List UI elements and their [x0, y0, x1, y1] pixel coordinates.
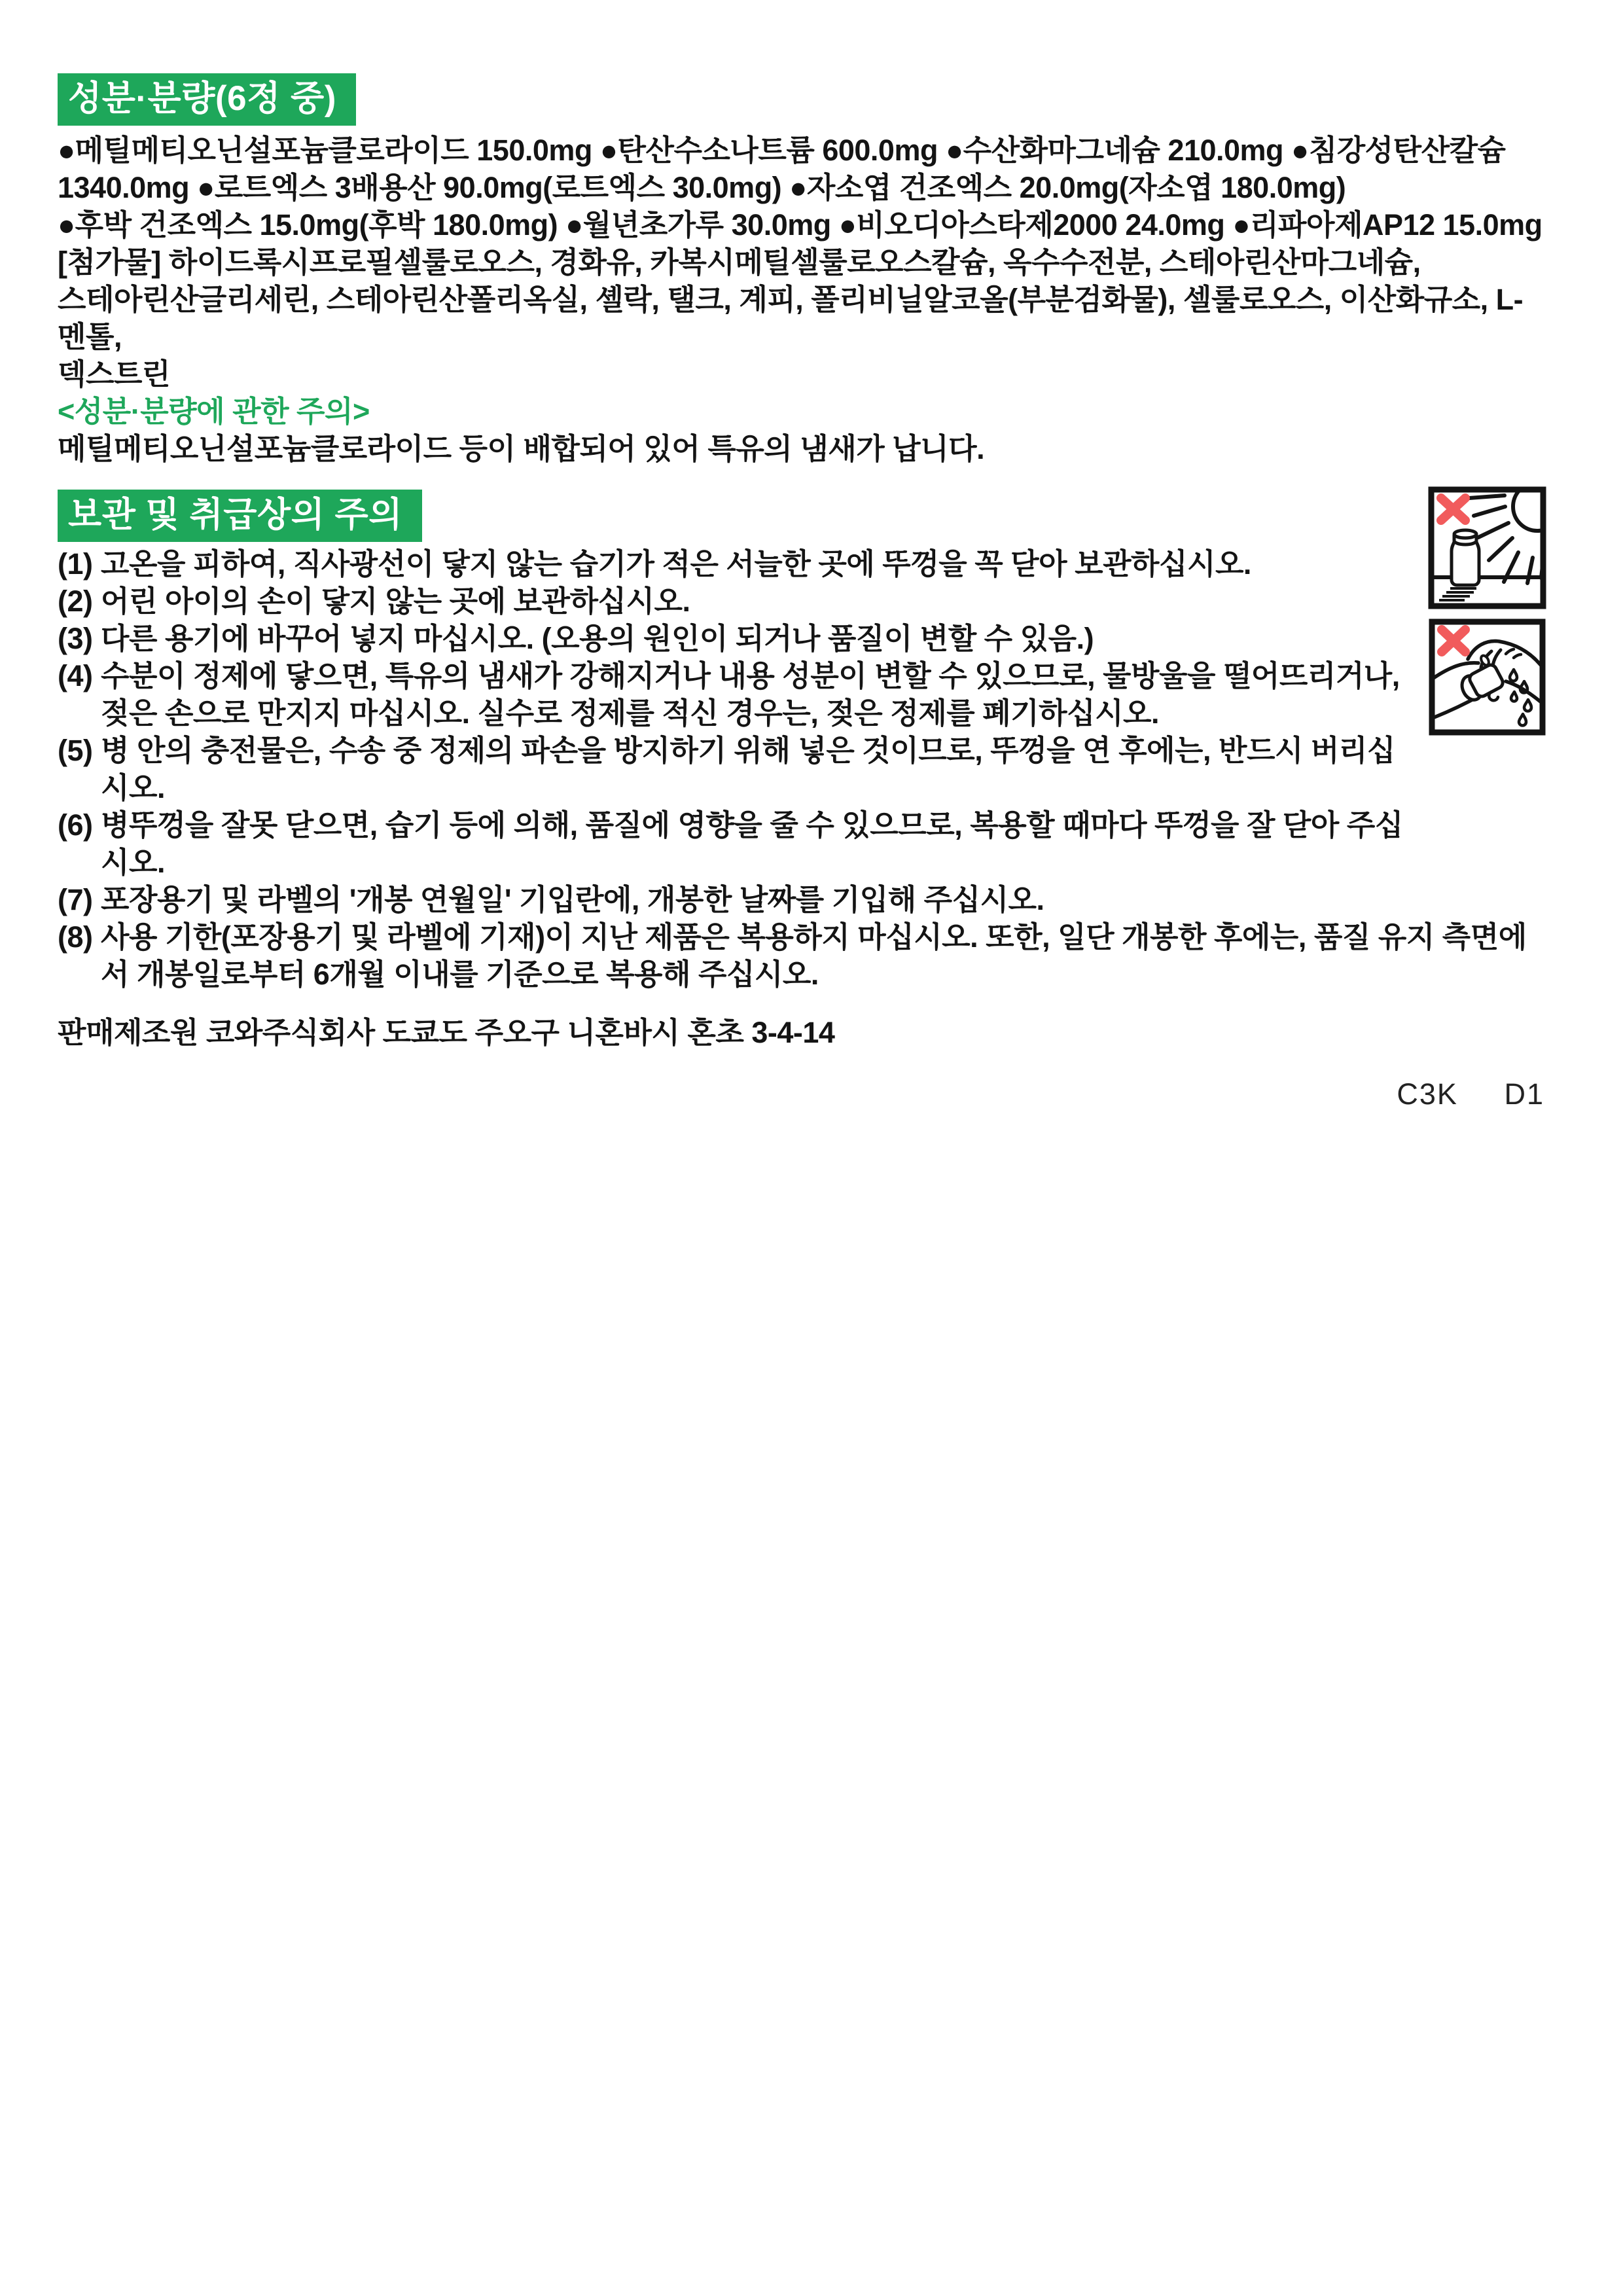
- precaution-item-text: 수분이 정제에 닿으면, 특유의 냄새가 강해지거나 내용 성분이 변할 수 있으므로, 물방울을 떨어뜨리거나, 젖은 손으로 만지지 마십시오. 실수로 정제를 적신 경우는, 젖은 정제를 폐기하십시오.: [101, 659, 1400, 730]
- ingredient-line: ●메틸메티오닌설포늄클로라이드 150.0mg ●탄산수소나트륨 600.0mg ●수산화마그네슘 210.0mg ●침강성탄산칼슘: [58, 134, 1506, 167]
- ingredient-line: ●후박 건조엑스 15.0mg(후박 180.0mg) ●월년초가루 30.0mg ●비오디아스타제2000 24.0mg ●리파아제AP12 15.0mg: [58, 208, 1543, 242]
- precaution-item-number: (5): [58, 734, 93, 767]
- precaution-item-number: (6): [58, 808, 93, 842]
- precaution-item: [58, 806, 1544, 881]
- ingredient-line: 덱스트린: [58, 357, 170, 391]
- ingredients-section-header: 성분·분량(6정 중): [58, 73, 356, 126]
- ingredients-note-title: <성분·분량에 관한 주의>: [58, 395, 370, 428]
- precaution-item-number: (2): [58, 584, 93, 618]
- precaution-item-number: (8): [58, 920, 93, 954]
- precaution-item-text: 병 안의 충전물은, 수송 중 정제의 파손을 방지하기 위해 넣은 것이므로, 뚜껑을 연 후에는, 반드시 버리십시오.: [101, 734, 1395, 804]
- print-code-right: D1: [1504, 1077, 1544, 1111]
- ingredient-line: [첨가물] 하이드록시프로필셀룰로오스, 경화유, 카복시메틸셀룰로오스칼슘, 옥수수전분, 스테아린산마그네슘,: [58, 245, 1421, 279]
- precaution-item: [58, 620, 1544, 657]
- precaution-item: [58, 732, 1544, 806]
- storage-section: [58, 490, 1544, 993]
- precaution-item-text: 다른 용기에 바꾸어 넣지 마십시오. (오용의 원인이 되거나 품질이 변할 수 있음.): [101, 622, 1094, 655]
- precaution-item-number: (7): [58, 883, 93, 916]
- precaution-item-text: 병뚜껑을 잘못 닫으면, 습기 등에 의해, 품질에 영향을 줄 수 있으므로, 복용할 때마다 뚜껑을 잘 닫아 주십시오.: [101, 808, 1403, 879]
- storage-section-header: 보관 및 취급상의 주의: [58, 490, 422, 542]
- precaution-item-number: (4): [58, 659, 93, 692]
- manufacturer-line: 판매제조원 코와주식회사 도쿄도 주오구 니혼바시 혼초 3-4-14: [58, 1016, 835, 1049]
- precaution-item-text: 고온을 피하여, 직사광선이 닿지 않는 습기가 적은 서늘한 곳에 뚜껑을 꼭 닫아 보관하십시오.: [101, 547, 1251, 581]
- ingredients-section: [58, 73, 1544, 467]
- precaution-item-number: (1): [58, 547, 93, 581]
- precaution-item: [58, 545, 1544, 583]
- precaution-item-text: 어린 아이의 손이 닿지 않는 곳에 보관하십시오.: [101, 584, 690, 618]
- precaution-item: [58, 583, 1544, 620]
- content-column: [58, 73, 1544, 1111]
- ingredients-list: [58, 132, 1544, 393]
- print-code-left: C3K: [1397, 1077, 1458, 1111]
- precaution-item: [58, 881, 1544, 918]
- ingredient-line: 1340.0mg ●로트엑스 3배용산 90.0mg(로트엑스 30.0mg) ●자소엽 건조엑스 20.0mg(자소엽 180.0mg): [58, 171, 1346, 204]
- storage-precautions-list: [58, 545, 1544, 993]
- precaution-item: [58, 657, 1544, 732]
- ingredient-line: 스테아린산글리세린, 스테아린산폴리옥실, 셸락, 탤크, 계피, 폴리비닐알코올(부분검화물), 셀룰로오스, 이산화규소, L-멘톨,: [58, 283, 1524, 353]
- no-wet-hands-icon: [1428, 619, 1546, 736]
- precaution-item-text: 사용 기한(포장용기 및 라벨에 기재)이 지난 제품은 복용하지 마십시오. 또한, 일단 개봉한 후에는, 품질 유지 측면에서 개봉일로부터 6개월 이내를 기준으로 복용해 주십시오.: [101, 920, 1527, 991]
- precaution-item: [58, 918, 1544, 993]
- ingredients-note-body: 메틸메티오닌설포늄클로라이드 등이 배합되어 있어 특유의 냄새가 납니다.: [58, 432, 985, 465]
- print-code: [58, 1077, 1544, 1111]
- no-direct-sunlight-icon: [1428, 486, 1546, 609]
- precaution-item-text: 포장용기 및 라벨의 '개봉 연월일' 기입란에, 개봉한 날짜를 기입해 주십시오.: [101, 883, 1044, 916]
- precaution-item-number: (3): [58, 622, 93, 655]
